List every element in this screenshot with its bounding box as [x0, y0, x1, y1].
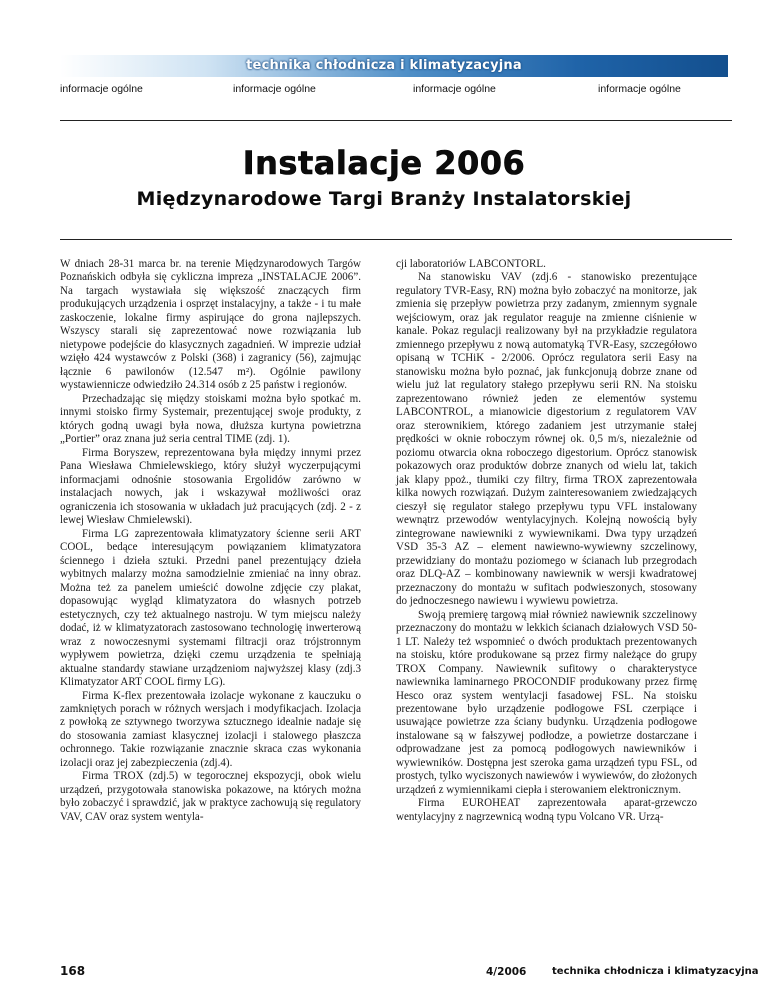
paragraph: cji laboratoriów LABCONTORL.	[396, 258, 546, 270]
tab-informacje-ogolne-3[interactable]: informacje ogólne	[413, 83, 496, 95]
paragraph: Firma LG zaprezentowała klimatyzatory ścienne serii ART COOL, bedące interesującym powiązaniem klimatyzatora ściennego i dzieła sztuki. Przedni panel prezentujący dzieła wybitnych malarzy można samodzielnie zmieniać na inny obraz. Można też za panelem umieścić dowolne zdjęcie czy plakat, dopasowując wygląd klimatyzatora do własnych potrzeb estetycznych, czy też aktualnego nastroju. W tym miejscu należy dodać, iż w klimatyzatorach zastosowano technologię inwerterową wraz z nowoczesnymi systemami filtracji oraz trójstronnym wypływem powietrza, dzięki czemu urządzenia te spełniają aktualne standardy stawiane urządzeniom najwyższej klasy (zdj.3 Klimatyzator ART COOL firmy LG).	[60, 527, 361, 689]
bottom-rule	[60, 239, 732, 240]
banner-title: technika chłodnicza i klimatyzacyjna	[246, 58, 522, 73]
right-column	[396, 258, 697, 824]
paragraph: Przechadzając się między stoiskami można było spotkać m. innymi stoisko firmy Systemair, prezentującej swoje produkty, z których godną uwagi była nowa, dłuższa kurtyna powietrzna „Portier” oraz znana już seria central TIME (zdj. 1).	[60, 392, 361, 446]
paragraph: Firma K-flex prezentowała izolacje wykonane z kauczuku o zamkniętych porach w różnych wersjach i modyfikacjach. Izolacja z powłoką ze sztywnego tworzywa sztucznego idealnie nadaje się do stosowania zamiast klasycznej izolacji i stalowego płaszcza ochronnego. Takie rozwiązanie znacznie skraca czas wykonania izolacji oraz jej zabezpieczenia (zdj.4).	[60, 689, 361, 769]
left-column	[60, 258, 361, 824]
paragraph: Na stanowisku VAV (zdj.6 - stanowisko prezentujące regulatory TVR-Easy, RN) można było zobaczyć na monitorze, jak zmienia się przepływ powietrza przy zadanym, zmiennym sygnale wejściowym, oraz jak regulator reaguje na zmienne ciśnienie w kanale. Pokaz regulacji realizowany był na przykładzie regulatora zmiennego przepływu z nową automatyką TVR-Easy, szczegółowo opisaną w TCHiK - 2/2006. Oprócz regulatora serii Easy na stanowisku można było poznać, jak funkcjonują dobrze znane od wielu już lat regulatory stałego przepływu serii RN. Na stoisku zaprezentowano również jeden ze elementów systemu LABCONTROL, a mianowicie digestorium z regulatorem VAV oraz sterownikiem, którego zadaniem jest utrzymanie stałej prędkości w oknie roboczym równej ok. 0,5 m/s, niezależnie od poziomu otwarcia okna roboczego digestorium. Oprócz stanowisk pokazowych oraz produktów dobrze znanych od wielu lat, takich jak klapy ppoż., tłumiki czy filtry, firma TROX zaprezentowała kilka nowych rozwiązań. Dużym zainteresowaniem zwiedzających cieszył się regulator stałego przepływu typu VFL instalowany wewnątrz przewodów wentylacyjnych. Kolejną nowością były zintegrowane nawiewniki z wywiewnikami. Dwa typy urządzeń VSD 35-3 AZ – element nawiewno-wywiewny szczelinowy, przewidziany do montażu poziomego w ścianach lub przegrodach oraz DLQ-AZ – kombinowany nawiewnik w wersji kwadratowej przeznaczony do montażu w sufitach podwieszonych, stosowany do jednoczesnego nawiewu i wywiewu powietrza.	[396, 271, 697, 608]
paragraph: Firma Boryszew, reprezentowana była między innymi przez Pana Wiesława Chmielewskiego, który służył wyczerpującymi informacjami odnośnie stosowania Ergolidów zarówno w instalacjach nowych, jak i wskazywał możliwości oraz ograniczenia ich stosowania w układach już pracujących (zdj. 2 - z lewej Wiesław Chmielewski).	[60, 446, 361, 527]
footer-magazine-name: technika chłodnicza i klimatyzacyjna	[552, 966, 759, 977]
paragraph: Firma EUROHEAT zaprezentowała aparat-grzewczo wentylacyjny z nagrzewnicą wodną typu Volcano VR. Urzą-	[396, 797, 697, 823]
page-number: 168	[60, 964, 86, 978]
paragraph: Firma TROX (zdj.5) w tegorocznej ekspozycji, obok wielu urządzeń, przygotowała stanowiska pokazowe, na których można było zobaczyć i sprawdzić, jak w praktyce zachowują się regulatory VAV, CAV oraz system wentyla-	[60, 770, 361, 823]
paragraph: W dniach 28-31 marca br. na terenie Międzynarodowych Targów Poznańskich odbyła się cykliczna impreza „INSTALACJE 2006”. Na targach wystawiała się większość znaczących firm produkujących urządzenia i osprzęt instalacyjny, a także - i tu małe zaskoczenie, lokalne firmy aspirujące do grona najlepszych. Wszyscy starali się zaprezentować nowe rozwiązania lub nietypowe podejście do klasycznych zagadnień. W imprezie udział wzięło 424 wystawców z Polski (368) i zagranicy (56), zajmując łącznie 6 pawilonów (12.547 m²). Ogólnie pawilony wystawiennicze odwiedziło 24.314 osób z 25 państw i regionów.	[60, 258, 361, 392]
footer-issue: 4/2006	[486, 966, 527, 978]
tab-informacje-ogolne-1[interactable]: informacje ogólne	[60, 83, 143, 95]
section-tabs	[60, 83, 732, 97]
article-title: Instalacje 2006	[242, 144, 526, 182]
article-subtitle: Międzynarodowe Targi Branży Instalatorskiej	[136, 188, 632, 210]
tab-informacje-ogolne-2[interactable]: informacje ogólne	[233, 83, 316, 95]
tab-informacje-ogolne-4[interactable]: informacje ogólne	[598, 83, 681, 95]
paragraph: Swoją premierę targową miał również nawiewnik szczelinowy przeznaczony do montażu w lekkich ścianach działowych VSD 50-1 LT. Należy też wspomnieć o dwóch produktach prezentowanych na stoisku, które produkowane są przez firmy należące do grupy TROX Company. Nawiewnik sufitowy o charakterystyce nawiewnika laminarnego PROCONDIF produkowany przez firmę Hesco oraz system wentylacji fasadowej FSL. Na stoisku prezentowane było urządzenie podłogowe FSL czerpiące i usuwające powietrze zza ściany budynku. Urządzenia podłogowe instalowane są w fałszywej podłodze, a powietrze dostarczane i odprowadzane jest za pomocą podłogowych nawiewników i wywiewników. Dostępna jest szeroka gama urządzeń typu FSL, od prostych, tylko wyciszonych nawiewów i wywiewów, do złożonych urządzeń z wymiennikami ciepła i sterowaniem elektronicznym.	[396, 608, 697, 796]
top-rule	[60, 120, 732, 121]
